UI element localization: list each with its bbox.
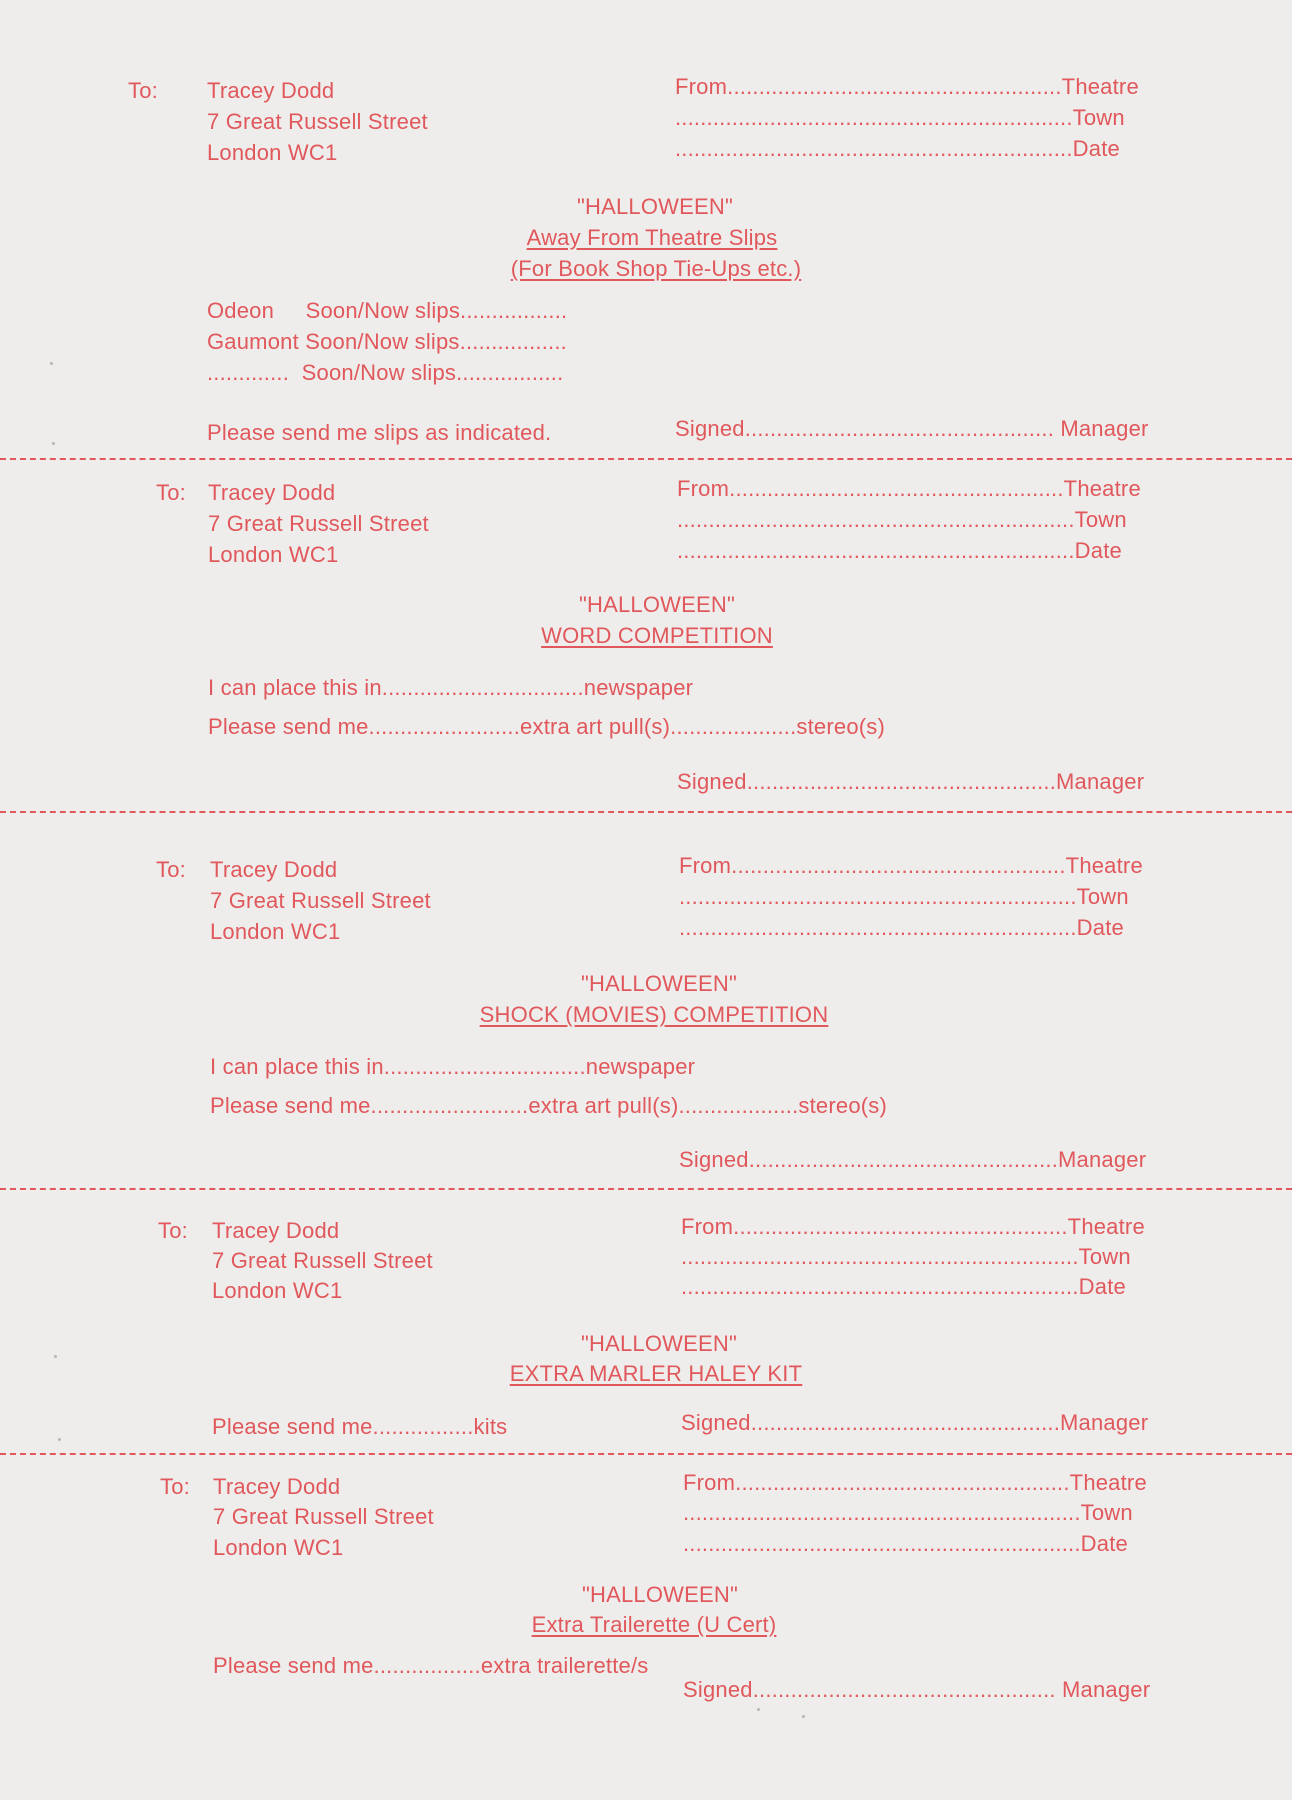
slip-subtitle: SHOCK (MOVIES) COMPETITION	[479, 1002, 829, 1027]
signed-manager-field[interactable]: Signed................................................ Manager	[683, 1677, 1151, 1702]
date-field[interactable]: ...............................................................Date	[683, 1531, 1128, 1556]
from-theatre-field[interactable]: From.....................................................Theatre	[683, 1470, 1147, 1495]
to-label: To:	[156, 480, 186, 505]
cut-line	[0, 458, 1292, 460]
recipient-city: London WC1	[213, 1535, 344, 1560]
paper-speck	[802, 1715, 805, 1718]
slip-subtitle: Extra Trailerette (U Cert)	[531, 1612, 777, 1637]
from-theatre-field[interactable]: From.....................................................Theatre	[681, 1214, 1145, 1239]
slip-title: "HALLOWEEN"	[577, 194, 733, 219]
slip-title: "HALLOWEEN"	[582, 1582, 738, 1607]
date-field[interactable]: ...............................................................Date	[677, 538, 1122, 563]
paper-speck	[58, 1438, 61, 1441]
slip-title: "HALLOWEEN"	[581, 1331, 737, 1356]
slip-subtitle-note: (For Book Shop Tie-Ups etc.)	[510, 256, 802, 281]
slip-title: "HALLOWEEN"	[579, 592, 735, 617]
recipient-street: 7 Great Russell Street	[210, 888, 431, 913]
request-trailerette-line[interactable]: Please send me.................extra trailerette/s	[213, 1653, 649, 1678]
recipient-city: London WC1	[212, 1278, 343, 1303]
request-kits-line[interactable]: Please send me................kits	[212, 1414, 508, 1439]
slip-subtitle: WORD COMPETITION	[541, 623, 773, 648]
recipient-street: 7 Great Russell Street	[213, 1504, 434, 1529]
recipient-street: 7 Great Russell Street	[212, 1248, 433, 1273]
odeon-slips-line[interactable]: Odeon Soon/Now slips.................	[207, 298, 568, 323]
recipient-name: Tracey Dodd	[207, 78, 335, 103]
newspaper-line[interactable]: I can place this in................................newspaper	[208, 675, 694, 700]
recipient-city: London WC1	[208, 542, 339, 567]
from-theatre-field[interactable]: From.....................................................Theatre	[679, 853, 1143, 878]
recipient-street: 7 Great Russell Street	[207, 109, 428, 134]
date-field[interactable]: ...............................................................Date	[675, 136, 1120, 161]
slip-subtitle: EXTRA MARLER HALEY KIT	[509, 1361, 803, 1386]
date-field[interactable]: ...............................................................Date	[681, 1274, 1126, 1299]
date-field[interactable]: ...............................................................Date	[679, 915, 1124, 940]
signed-manager-field[interactable]: Signed.................................................Manager	[681, 1410, 1149, 1435]
newspaper-line[interactable]: I can place this in................................newspaper	[210, 1054, 696, 1079]
from-theatre-field[interactable]: From.....................................................Theatre	[675, 74, 1139, 99]
signed-manager-field[interactable]: Signed.................................................Manager	[679, 1147, 1147, 1172]
cut-line	[0, 1453, 1292, 1455]
slip-subtitle: Away From Theatre Slips	[526, 225, 778, 250]
recipient-name: Tracey Dodd	[212, 1218, 340, 1243]
art-pull-line[interactable]: Please send me.........................extra art pull(s)...................stereo(s)	[210, 1093, 888, 1118]
signed-manager-field[interactable]: Signed.................................................Manager	[677, 769, 1145, 794]
other-slips-line[interactable]: ............. Soon/Now slips.................	[207, 360, 564, 385]
paper-speck	[50, 362, 53, 365]
town-field[interactable]: ...............................................................Town	[675, 105, 1125, 130]
town-field[interactable]: ...............................................................Town	[679, 884, 1129, 909]
town-field[interactable]: ...............................................................Town	[681, 1244, 1131, 1269]
paper-speck	[52, 442, 55, 445]
to-label: To:	[128, 78, 158, 103]
recipient-name: Tracey Dodd	[210, 857, 338, 882]
recipient-name: Tracey Dodd	[208, 480, 336, 505]
cut-line	[0, 1188, 1292, 1190]
recipient-name: Tracey Dodd	[213, 1474, 341, 1499]
gaumont-slips-line[interactable]: Gaumont Soon/Now slips.................	[207, 329, 567, 354]
paper-speck	[54, 1355, 57, 1358]
to-label: To:	[160, 1474, 190, 1499]
to-label: To:	[158, 1218, 188, 1243]
art-pull-line[interactable]: Please send me........................extra art pull(s)....................stereo(s)	[208, 714, 886, 739]
town-field[interactable]: ...............................................................Town	[677, 507, 1127, 532]
to-label: To:	[156, 857, 186, 882]
recipient-street: 7 Great Russell Street	[208, 511, 429, 536]
slip-title: "HALLOWEEN"	[581, 971, 737, 996]
signed-manager-field[interactable]: Signed................................................. Manager	[675, 416, 1149, 441]
cut-line	[0, 811, 1292, 813]
recipient-city: London WC1	[210, 919, 341, 944]
from-theatre-field[interactable]: From.....................................................Theatre	[677, 476, 1141, 501]
request-line: Please send me slips as indicated.	[207, 420, 552, 445]
recipient-city: London WC1	[207, 140, 338, 165]
town-field[interactable]: ...............................................................Town	[683, 1500, 1133, 1525]
paper-speck	[757, 1708, 760, 1711]
